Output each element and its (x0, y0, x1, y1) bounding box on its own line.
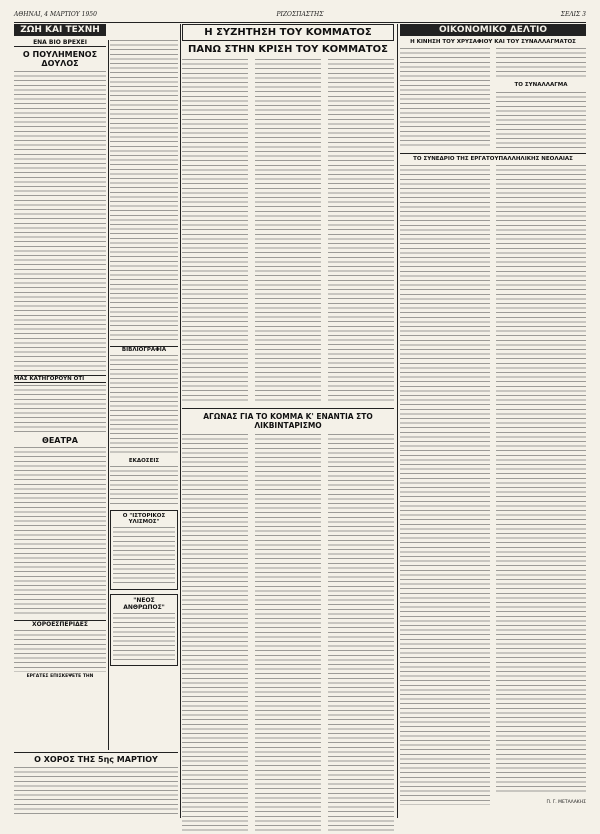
article-title-sold-slave: Ο ΠΟΥΛΗΜΕΝΟΣ ΔΟΥΛΟΣ (22, 50, 98, 68)
center-banner: Η ΣΥΖΗΤΗΣΗ ΤΟΥ ΚΟΜΜΑΤΟΣ (182, 24, 394, 41)
column-text (110, 40, 178, 340)
headline-fight-liquidationism: ΑΓΩΝΑΣ ΓΙΑ ΤΟ ΚΟΜΜΑ Κ' ΕΝΑΝΤΙΑ ΣΤΟ ΛΙΚΒΙΝΤΑΡΙΣΜΟ (182, 408, 394, 430)
ad-box-body (113, 613, 175, 663)
ball-body (14, 767, 178, 817)
exchange-title: ΤΟ ΣΥΝΑΛΛΑΓΜΑ (514, 82, 568, 88)
books-body (110, 355, 178, 455)
section-title-life-art: ΖΩΗ ΚΑΙ ΤΕΧΝΗ (14, 24, 106, 36)
column-rule (108, 40, 109, 750)
text-column (182, 59, 248, 404)
article-body (14, 71, 106, 371)
publications-title: ΕΚΔΟΣΕΙΣ (128, 458, 160, 464)
right-section (400, 24, 586, 818)
masthead-page: ΣΕΛΙΣ 3 (560, 11, 586, 18)
article-body-gold (400, 48, 586, 148)
ad-box-title: "ΝΕΟΣ ΑΝΘΡΩΠΟΣ" (123, 597, 165, 611)
books-title: ΒΙΒΛΙΟΓΡΑΦΙΑ (110, 346, 178, 353)
notice-body (14, 385, 106, 433)
headline-party-crisis: ΠΑΝΩ ΣΤΗΝ ΚΡΙΣΗ ΤΟΥ ΚΟΜΜΑΤΟΣ (188, 44, 388, 55)
left-column (14, 24, 106, 814)
masthead (14, 10, 586, 23)
kicker: ΕΝΑ ΒΙΟ ΒΡΕΧΕΙ (14, 39, 106, 47)
article-title-gold: Η ΚΙΝΗΣΗ ΤΟΥ ΧΡΥΣΑΦΙΟΥ ΚΑΙ ΤΟΥ ΣΥΝΑΛΛΑΓΜΑΤΟΣ (410, 39, 576, 45)
ad-box-historical-materialism (110, 510, 178, 590)
text-column (496, 165, 586, 795)
ball-title: Ο ΧΟΡΟΣ ΤΗΣ 5ης ΜΑΡΤΙΟΥ (34, 755, 158, 764)
middle-left-column (110, 40, 178, 746)
text-column (496, 48, 586, 78)
masthead-paper: ΡΙΖΟΣΠΑΣΤΗΣ (276, 11, 324, 18)
ball-announcement (14, 752, 178, 819)
article-body-congress (400, 165, 586, 805)
publications-body (110, 466, 178, 506)
dances-title: ΧΟΡΟΕΣΠΕΡΙΔΕΣ (14, 620, 106, 628)
signature: Π. Γ. ΜΕΤΑΛΑΚΗΣ (546, 800, 586, 805)
section-title-economic: ΟΙΚΟΝΟΜΙΚΟ ΔΕΛΤΙΟ (400, 24, 586, 36)
article-title-congress: ΤΟ ΣΥΝΕΔΡΙΟ ΤΗΣ ΕΡΓΑΤΟΥΠΑΛΛΗΛΙΚΗΣ ΝΕΟΛΑΙΑΣ (400, 153, 586, 162)
theatre-listings (14, 447, 106, 617)
text-column (255, 59, 321, 404)
workers-line: ΕΡΓΑΤΕΣ ΕΠΙΣΚΕΨΕΤΕ ΤΗΝ (26, 674, 94, 679)
text-column (400, 48, 490, 148)
article-body-top (182, 59, 394, 404)
text-column (255, 434, 321, 834)
column-rule (180, 24, 181, 818)
text-column (328, 59, 394, 404)
article-body-bottom (182, 434, 394, 834)
ad-box-body (113, 527, 175, 587)
notice-title: ΜΑΣ ΚΑΤΗΓΟΡΟΥΝ ΟΤΙ (14, 375, 106, 383)
text-column (400, 165, 490, 805)
text-column (328, 434, 394, 834)
column-rule (397, 24, 398, 818)
text-column (182, 434, 248, 834)
ad-box-title: Ο "ΙΣΤΟΡΙΚΟΣ ΥΛΙΣΜΟΣ" (122, 513, 166, 525)
exchange-body (496, 92, 586, 148)
theatre-title: ΘΕΑΤΡΑ (42, 436, 78, 445)
masthead-date: ΑΘΗΝΑΙ, 4 ΜΑΡΤΙΟΥ 1950 (14, 11, 97, 18)
dances-body (14, 630, 106, 672)
center-section (182, 24, 394, 818)
ad-box-new-man (110, 594, 178, 666)
